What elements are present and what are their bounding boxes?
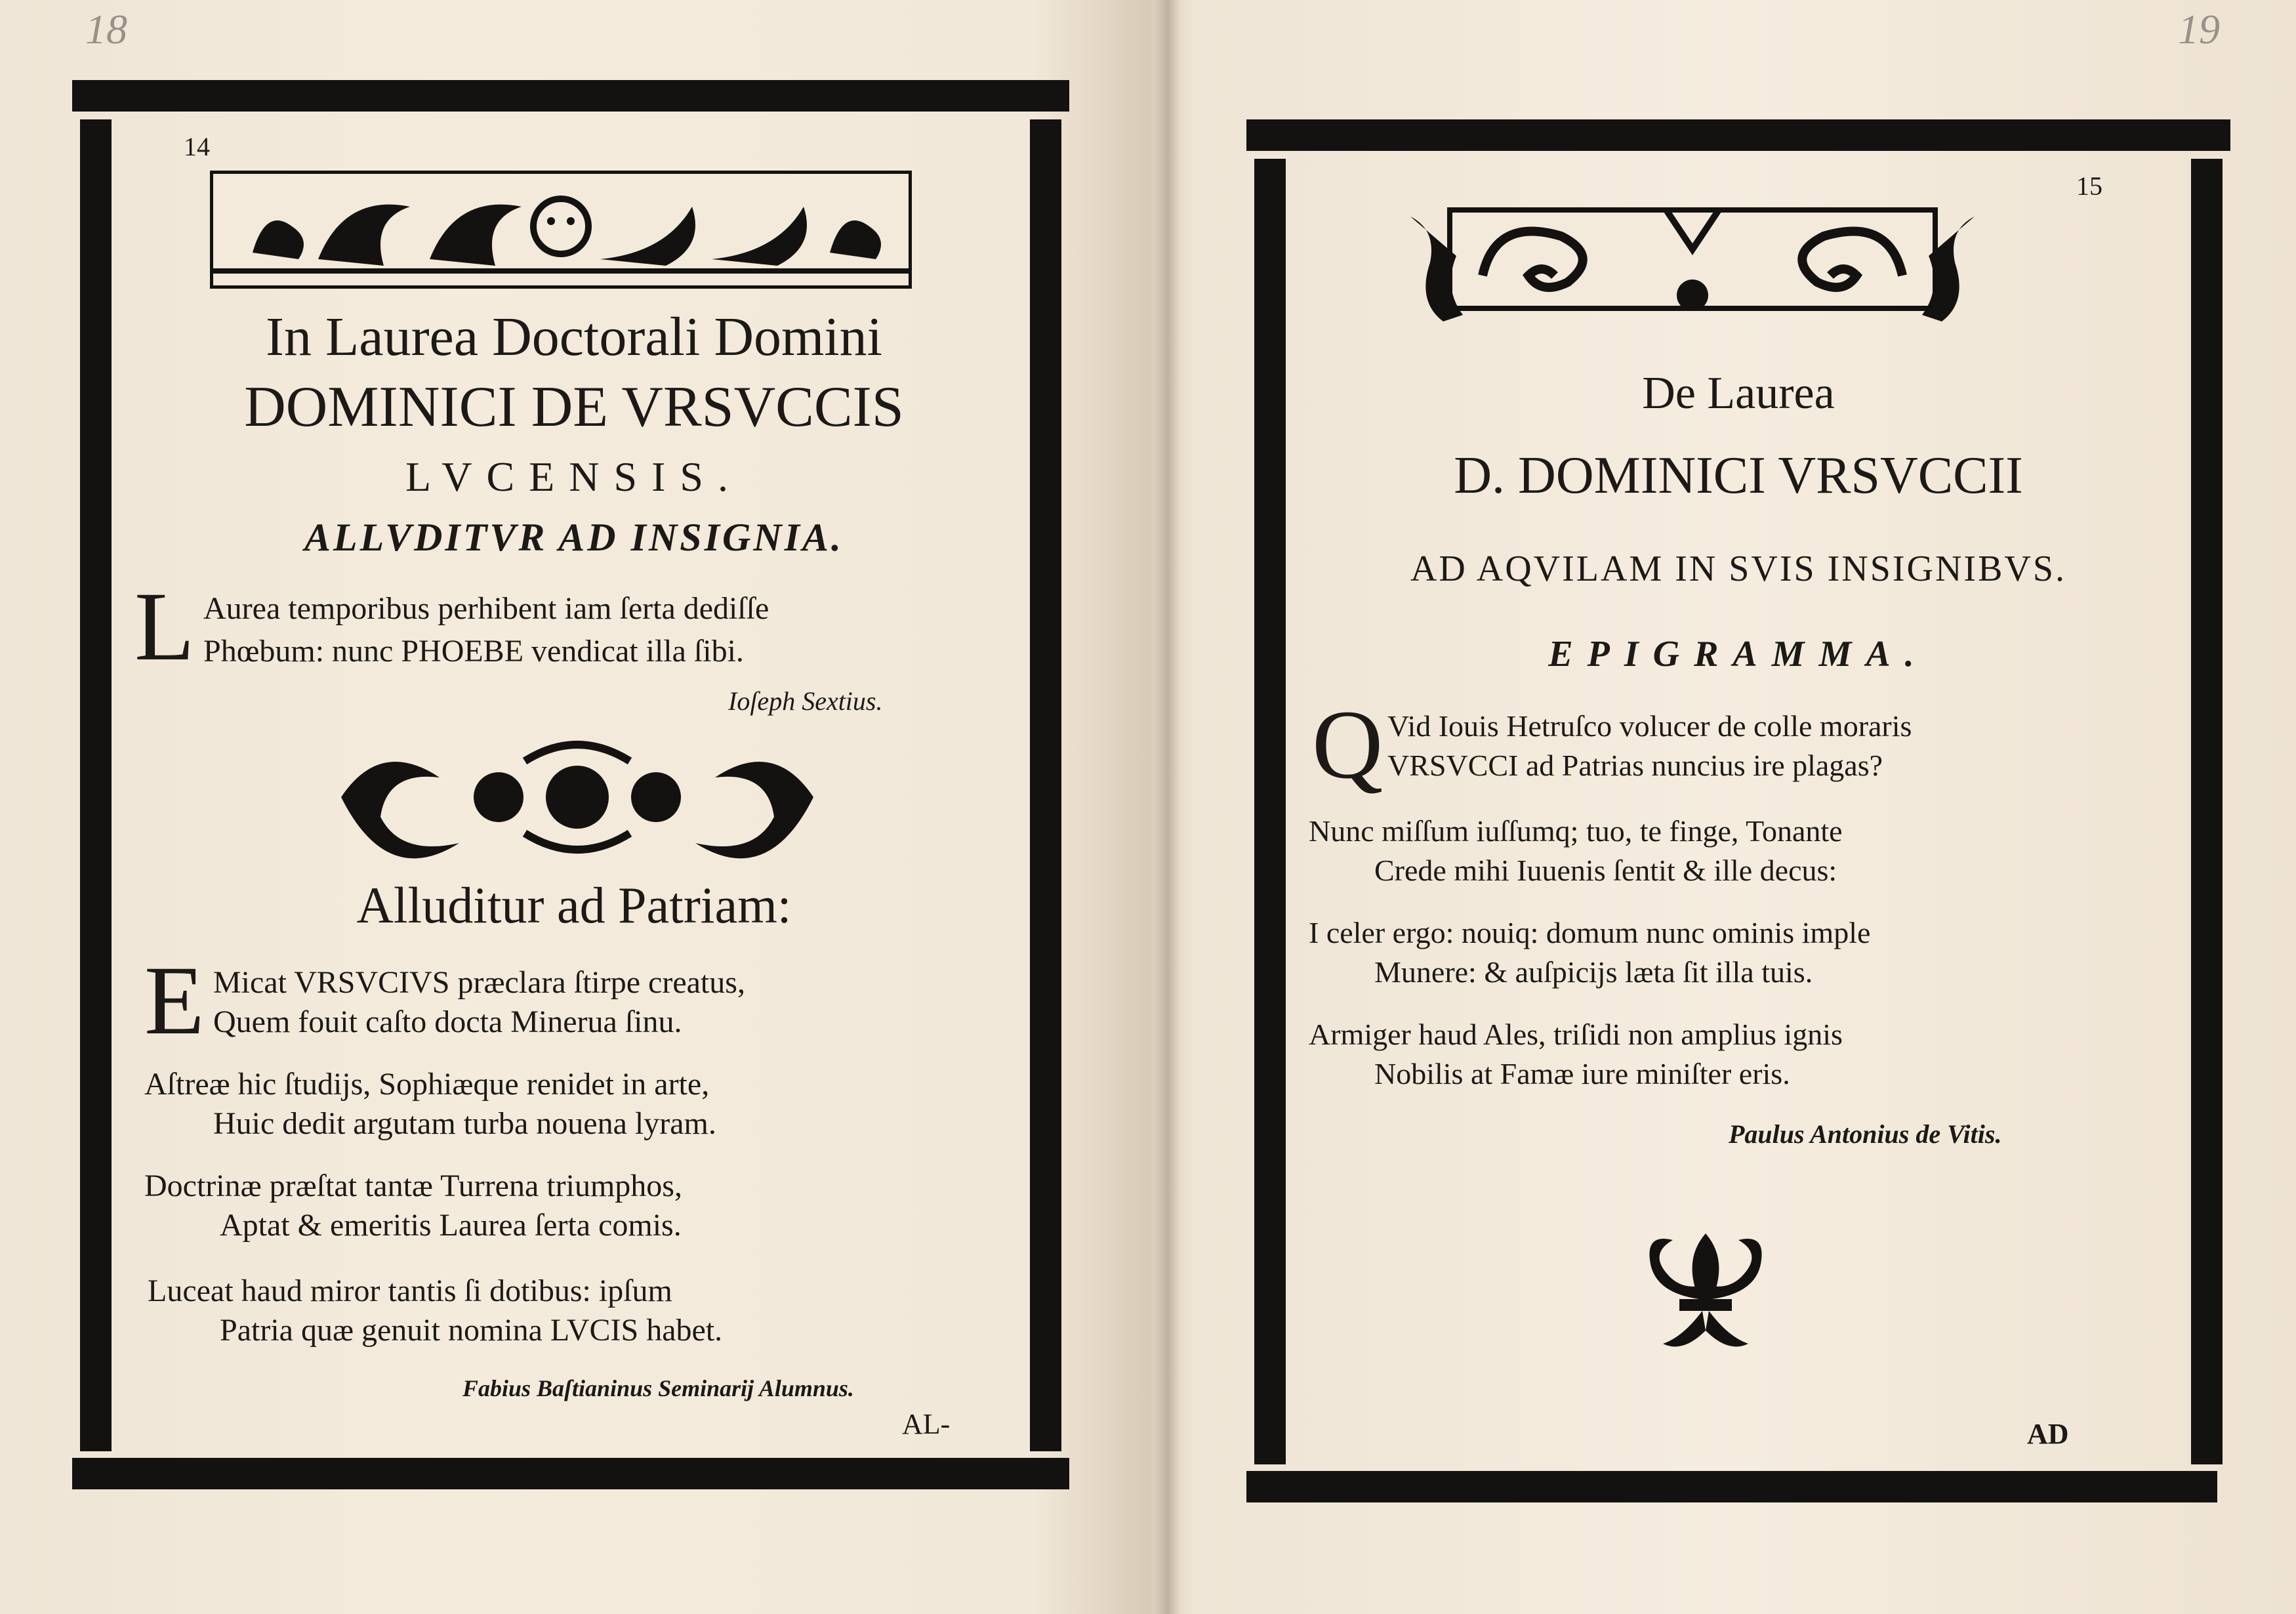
- drop-cap: L: [134, 572, 195, 681]
- author-signature: Fabius Baſtianinus Seminarij Alumnus.: [462, 1375, 854, 1401]
- ornamental-border-top: [1246, 112, 2230, 159]
- author-signature: Ioſeph Sextius.: [728, 686, 883, 716]
- book-gutter: [1155, 0, 1181, 1614]
- poem-line: Luceat haud miror tantis ſi dotibus: ipſum: [148, 1273, 672, 1308]
- title-line-3: AD AQVILAM IN SVIS INSIGNIBVS.: [1410, 548, 2067, 589]
- fleur-de-lis-icon: [1640, 1227, 1771, 1371]
- page-number: 15: [2076, 171, 2102, 201]
- title-line-1: In Laurea Doctorali Domini: [266, 306, 882, 367]
- poem-line: I celer ergo: nouiq: domum nunc ominis imple: [1309, 916, 1871, 949]
- floral-ornament: [328, 735, 827, 859]
- poem-line: Aurea temporibus perhibent iam ſerta dediſſe: [203, 591, 769, 626]
- drop-cap: Q: [1312, 690, 1384, 799]
- woodcut-headpiece: [210, 171, 912, 289]
- ornamental-border-right: [2183, 159, 2230, 1464]
- page-number: 14: [184, 132, 210, 161]
- poem-line: Nobilis at Famæ iure miniſter eris.: [1374, 1057, 1790, 1090]
- poem-line: Aſtreæ hic ſtudijs, Sophiæque renidet in arte,: [144, 1067, 710, 1102]
- left-page: [72, 72, 1069, 1502]
- ornamental-border-right: [1022, 119, 1069, 1451]
- poem-line: Huic dedit argutam turba nouena lyram.: [213, 1106, 716, 1141]
- woodcut-headpiece: [1410, 197, 1975, 321]
- ornamental-border-bottom: [1246, 1463, 2217, 1510]
- title-line-3: LVCENSIS.: [405, 453, 743, 500]
- catchword: AD: [2027, 1418, 2069, 1450]
- ornamental-border-left: [72, 119, 119, 1451]
- poem-line: Quem fouit caſto docta Minerua ſinu.: [213, 1004, 682, 1039]
- title-line-1: De Laurea: [1642, 368, 1835, 419]
- handwritten-folio-left: 18: [85, 6, 127, 52]
- poem-line: Aptat & emeritis Laurea ſerta comis.: [220, 1208, 682, 1243]
- title-line-4: EPIGRAMMA.: [1548, 634, 1929, 674]
- ornamental-border-top: [72, 72, 1069, 119]
- poem-line: Vid Iouis Hetruſco volucer de colle moraris: [1387, 709, 1912, 743]
- handwritten-folio-right: 19: [2178, 6, 2220, 52]
- poem-line: Munere: & auſpicijs læta ſit illa tuis.: [1374, 955, 1813, 989]
- author-signature: Paulus Antonius de Vitis.: [1729, 1119, 2002, 1149]
- poem-line: Armiger haud Ales, triſidi non amplius ignis: [1309, 1018, 1843, 1051]
- title-line-2: DOMINICI DE VRSVCCIS: [244, 375, 904, 439]
- poem-line: Nunc miſſum iuſſumq; tuo, te finge, Tonante: [1309, 814, 1843, 848]
- catchword: AL-: [902, 1408, 951, 1440]
- poem-line: Crede mihi Iuuenis ſentit & ille decus:: [1374, 854, 1837, 887]
- ornamental-border-left: [1246, 159, 1294, 1464]
- title-line-2: D. DOMINICI VRSVCCII: [1454, 447, 2023, 505]
- ornamental-border-bottom: [72, 1450, 1069, 1497]
- poem-line: Micat VRSVCIVS præclara ſtirpe creatus,: [213, 965, 745, 1000]
- right-page: [1246, 112, 2230, 1502]
- title-line-4: ALLVDITVR AD INSIGNIA.: [304, 516, 844, 559]
- poem-line: Doctrinæ præſtat tantæ Turrena triumphos,: [144, 1169, 682, 1203]
- poem-line: Phœbum: nunc PHOEBE vendicat illa ſibi.: [203, 634, 744, 669]
- poem-line: Patria quæ genuit nomina LVCIS habet.: [220, 1313, 723, 1348]
- poem-line: VRSVCCI ad Patrias nuncius ire plagas?: [1387, 749, 1883, 782]
- drop-cap: E: [144, 946, 205, 1055]
- section-heading: Alluditur ad Patriam:: [356, 877, 792, 934]
